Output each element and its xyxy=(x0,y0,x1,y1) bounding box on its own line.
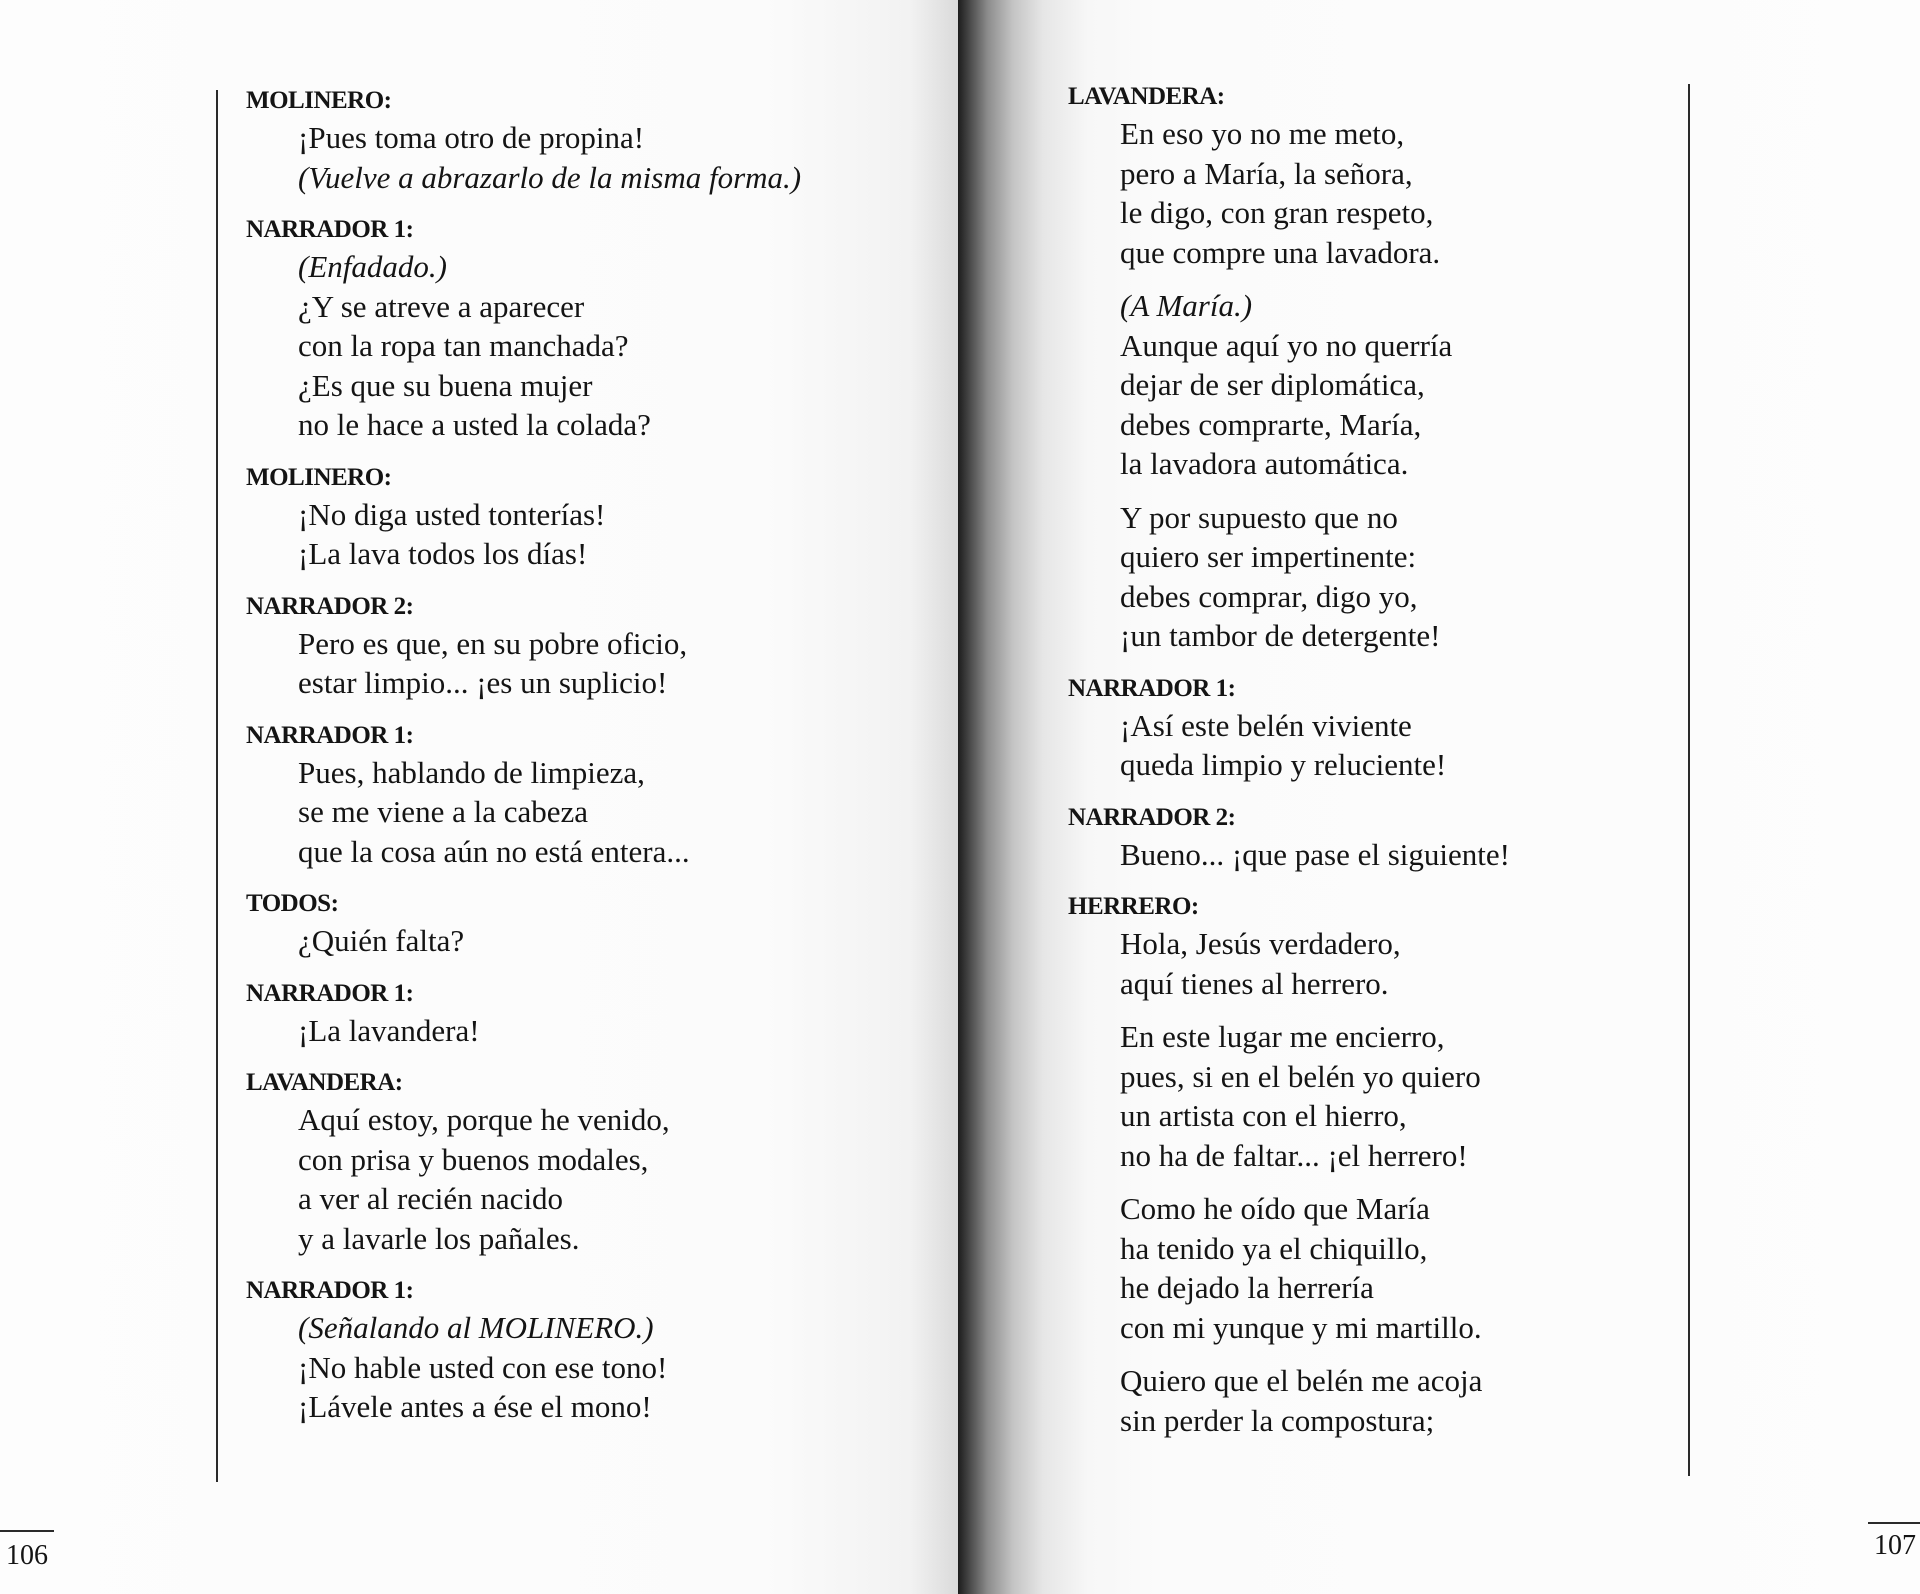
verse-line: Hola, Jesús verdadero, xyxy=(1120,926,1401,961)
verse-line: aquí tienes al herrero. xyxy=(1120,965,1389,1001)
verse-line: con la ropa tan manchada? xyxy=(298,328,629,363)
verse-line: que compre una lavadora. xyxy=(1120,234,1441,270)
verse-line: pero a María, la señora, xyxy=(1120,155,1413,191)
speaker-name: LAVANDERA: xyxy=(246,1069,403,1096)
verse-line: se me viene a la cabeza xyxy=(298,794,589,829)
verse-line: ¡No hable usted con ese tono! xyxy=(298,1349,668,1385)
verse-line: Pues, hablando de limpieza, xyxy=(298,754,645,790)
speaker-name: NARRADOR 2: xyxy=(1068,803,1236,831)
verse-line: sin perder la compostura; xyxy=(1120,1402,1435,1438)
speaker-name: NARRADOR 2: xyxy=(246,592,414,620)
verse-lines xyxy=(246,1011,906,1051)
verse-line: no le hace a usted la colada? xyxy=(298,407,651,442)
verse-line: Aquí estoy, porque he venido, xyxy=(298,1102,670,1137)
verse-line: Y por supuesto que no xyxy=(1120,499,1398,535)
dialogue-block xyxy=(246,1066,906,1258)
verse-line: debes comprar, digo yo, xyxy=(1120,578,1418,614)
speaker-name: NARRADOR 1: xyxy=(246,216,414,243)
verse-line: Bueno... ¡que pase el siguiente! xyxy=(1120,836,1510,872)
right-page-number: 107 xyxy=(1874,1530,1916,1561)
right-margin-rule xyxy=(1688,84,1690,1476)
verse-line: ¡La lava todos los días! xyxy=(298,536,588,571)
stanza-break xyxy=(1120,484,1688,498)
verse-line: Aunque aquí yo no querría xyxy=(1120,327,1453,363)
verse-line: Como he oído que María xyxy=(1120,1191,1430,1226)
stage-direction: (A María.) xyxy=(1120,288,1253,323)
verse-line: ha tenido ya el chiquillo, xyxy=(1120,1230,1428,1266)
verse-line: ¡La lavandera! xyxy=(298,1012,480,1048)
verse-line: ¡Así este belén viviente xyxy=(1120,707,1412,743)
stage-direction: (Enfadado.) xyxy=(298,249,447,284)
verse-line: con prisa y buenos modales, xyxy=(298,1141,649,1177)
dialogue-block xyxy=(246,590,906,703)
left-page-text xyxy=(246,84,906,1443)
left-page xyxy=(0,0,958,1594)
speaker-name: NARRADOR 1: xyxy=(246,979,414,1007)
verse-line: he dejado la herrería xyxy=(1120,1270,1374,1305)
verse-line: dejar de ser diplomática, xyxy=(1120,367,1425,402)
verse-line: En eso yo no me meto, xyxy=(1120,116,1405,151)
left-page-number-rule xyxy=(0,1530,54,1532)
verse-line: Pero es que, en su pobre oficio, xyxy=(298,625,688,661)
verse-line: un artista con el hierro, xyxy=(1120,1098,1407,1133)
verse-line: y a lavarle los pañales. xyxy=(298,1220,580,1256)
verse-line: a ver al recién nacido xyxy=(298,1181,564,1216)
verse-line: le digo, con gran respeto, xyxy=(1120,195,1434,230)
dialogue-block xyxy=(1068,80,1688,656)
verse-line: que la cosa aún no está entera... xyxy=(298,833,690,869)
speaker-name: NARRADOR 1: xyxy=(246,721,414,749)
dialogue-block xyxy=(246,977,906,1051)
right-page-text xyxy=(1068,80,1688,1456)
verse-line: la lavadora automática. xyxy=(1120,446,1409,481)
verse-line: estar limpio... ¡es un suplicio! xyxy=(298,665,668,700)
speaker-name: TODOS: xyxy=(246,890,339,917)
verse-lines xyxy=(246,118,906,197)
right-page xyxy=(958,0,1920,1594)
stanza-break xyxy=(1120,1175,1688,1189)
verse-line: ¿Y se atreve a aparecer xyxy=(298,288,585,324)
verse-lines xyxy=(246,1100,906,1258)
speaker-name: NARRADOR 1: xyxy=(246,1277,414,1304)
verse-lines xyxy=(246,1308,906,1427)
verse-line: ¡No diga usted tonterías! xyxy=(298,496,606,532)
verse-line: quiero ser impertinente: xyxy=(1120,539,1417,574)
dialogue-block xyxy=(246,461,906,574)
speaker-name: NARRADOR 1: xyxy=(1068,674,1236,702)
verse-line: ¡Pues toma otro de propina! xyxy=(298,120,645,155)
verse-line: ¡un tambor de detergente! xyxy=(1120,618,1441,653)
verse-line: ¡Lávele antes a ése el mono! xyxy=(298,1389,652,1424)
verse-lines xyxy=(1068,924,1688,1440)
verse-line: ¿Es que su buena mujer xyxy=(298,367,593,403)
dialogue-block xyxy=(246,1274,906,1427)
verse-lines xyxy=(246,921,906,961)
left-page-number: 106 xyxy=(6,1540,48,1571)
dialogue-block xyxy=(246,84,906,197)
stanza-break xyxy=(1120,1347,1688,1361)
dialogue-block xyxy=(246,719,906,872)
stage-direction: (Señalando al MOLINERO.) xyxy=(298,1310,654,1345)
verse-lines xyxy=(246,753,906,872)
speaker-name: MOLINERO: xyxy=(246,87,392,114)
stanza-break xyxy=(1120,1003,1688,1017)
verse-lines xyxy=(1068,835,1688,875)
stanza-break xyxy=(1120,272,1688,286)
speaker-name: MOLINERO: xyxy=(246,463,392,491)
verse-line: Quiero que el belén me acoja xyxy=(1120,1363,1483,1398)
verse-lines xyxy=(246,624,906,703)
stage-direction: (Vuelve a abrazarlo de la misma forma.) xyxy=(298,159,802,195)
verse-line: con mi yunque y mi martillo. xyxy=(1120,1309,1482,1345)
verse-line: debes comprarte, María, xyxy=(1120,406,1422,442)
dialogue-block xyxy=(1068,801,1688,875)
dialogue-block xyxy=(246,213,906,445)
left-margin-rule xyxy=(216,90,218,1482)
verse-lines xyxy=(246,247,906,445)
speaker-name: HERRERO: xyxy=(1068,893,1199,920)
dialogue-block xyxy=(246,887,906,961)
verse-line: En este lugar me encierro, xyxy=(1120,1019,1445,1054)
dialogue-block xyxy=(1068,672,1688,785)
verse-line: no ha de faltar... ¡el herrero! xyxy=(1120,1137,1468,1173)
speaker-name: LAVANDERA: xyxy=(1068,83,1225,110)
verse-lines xyxy=(1068,706,1688,785)
verse-line: pues, si en el belén yo quiero xyxy=(1120,1058,1481,1094)
verse-line: ¿Quién falta? xyxy=(298,923,465,958)
dialogue-block xyxy=(1068,890,1688,1440)
verse-lines xyxy=(1068,114,1688,656)
verse-line: queda limpio y reluciente! xyxy=(1120,747,1447,782)
right-page-number-rule xyxy=(1868,1522,1920,1524)
verse-lines xyxy=(246,495,906,574)
